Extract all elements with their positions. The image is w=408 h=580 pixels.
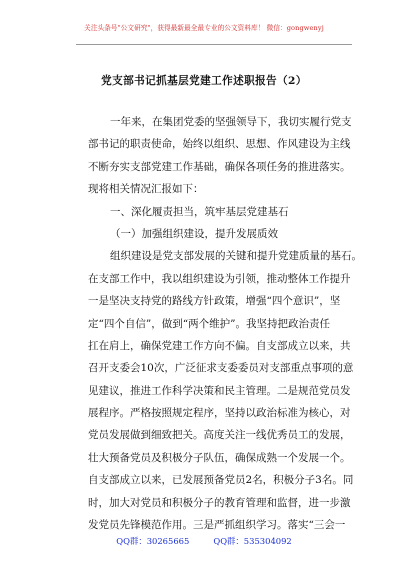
- body-line: 党员发展做到细致把关。高度关注一线优秀员工的发展，: [88, 429, 351, 442]
- body-line: 自支部成立以来，已发展预备党员2名，积极分子3名。同: [88, 474, 354, 487]
- qq-group-1: QQ群：30265665: [116, 536, 190, 546]
- header-divider: [76, 44, 352, 45]
- body-line: 定“四个自信”，做到“两个维护”。我坚持把政治责任: [88, 317, 330, 330]
- body-line: 一年来，在集团党委的坚强领导下，我切实履行党支: [110, 116, 352, 128]
- document-body: [88, 111, 363, 536]
- body-line: 扛在肩上，确保党建工作方向不偏。自支部成立以来，共: [88, 339, 351, 352]
- body-line: 召开支委会10次，广泛征求支委委员对支部重点事项的意: [88, 362, 354, 375]
- section-heading: 一、深化履责担当，筑牢基层党建基石: [110, 205, 289, 218]
- qq-group-2: QQ群：535304092: [213, 536, 292, 546]
- footer-contact: [0, 535, 408, 547]
- body-line: 见建议，推进工作科学决策和民主管理。二是规范党员发: [88, 384, 351, 397]
- body-line: 部书记的职责使命，始终以组织、思想、作风建设为主线: [88, 138, 351, 151]
- document-title: 党支部书记抓基层党建工作述职报告（2）: [101, 75, 307, 87]
- body-line: 展程序。严格按照规定程序，坚持以政治标准为核心，对: [88, 407, 351, 420]
- body-line: 发党员先锋模范作用。三是严抓组织学习。落实“三会一: [88, 519, 346, 532]
- body-line: 在支部工作中，我以组织建设为引领，推动整体工作提升: [88, 272, 351, 285]
- body-line: 时，加大对党员和积极分子的教育管理和监督，进一步激: [88, 496, 351, 509]
- subsection-heading: （一）加强组织建设，提升发展质效: [110, 227, 279, 240]
- body-line: 不断夯实支部党建工作基础，确保各项任务的推进落实。: [88, 160, 351, 173]
- banner-text: 关注头条号"公文研究"，获得最新最全最专业的公文资料库！ 微信：gongwenyj: [84, 24, 324, 32]
- body-line: 组织建设是党支部发展的关键和提升党建质量的基石。: [110, 250, 363, 263]
- body-line: 现将相关情况汇报如下：: [88, 183, 204, 196]
- top-banner: [0, 22, 408, 32]
- body-line: 壮大预备党员及积极分子队伍，确保成熟一个发展一个。: [88, 451, 351, 464]
- body-line: 一是坚决支持党的路线方针政策，增强“四个意识”，坚: [88, 295, 341, 308]
